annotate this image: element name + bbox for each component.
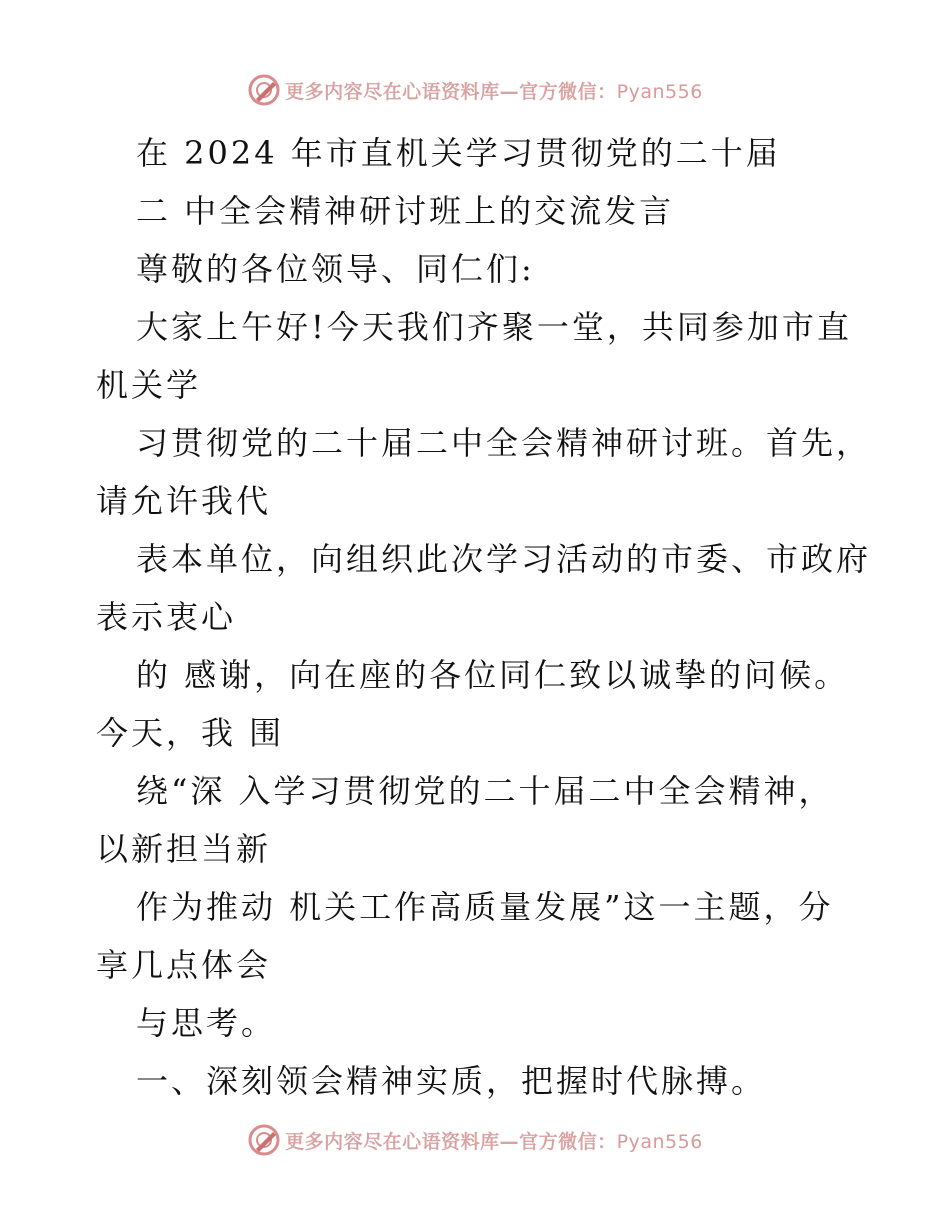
doc-paragraph-line: 与思考。 bbox=[136, 1004, 277, 1042]
doc-paragraph-line: 大家上午好!今天我们齐聚一堂，共同参加市直 bbox=[136, 308, 852, 346]
watermark-wechat-id: Pyan556 bbox=[616, 80, 703, 103]
doc-paragraph-line: 请允许我代 bbox=[96, 482, 272, 520]
doc-paragraph-line: 以新担当新 bbox=[96, 830, 272, 868]
watermark-text: 更多内容尽在心语资料库—官方微信：Pyan556 bbox=[285, 1130, 703, 1153]
watermark-logo-icon bbox=[247, 73, 281, 107]
doc-salutation: 尊敬的各位领导、同仁们: bbox=[136, 250, 535, 288]
watermark-header bbox=[0, 70, 950, 110]
watermark-text: 更多内容尽在心语资料库—官方微信：Pyan556 bbox=[285, 80, 703, 103]
doc-paragraph-line: 习贯彻党的二十届二中全会精神研讨班。首先， bbox=[136, 424, 872, 462]
doc-paragraph-line: 的 感谢，向在座的各位同仁致以诚挚的问候。 bbox=[136, 656, 850, 694]
doc-paragraph-line: 表本单位，向组织此次学习活动的市委、市政府 bbox=[136, 540, 872, 578]
doc-paragraph-line: 机关学 bbox=[96, 366, 202, 404]
doc-paragraph-line: 今天，我 围 bbox=[96, 714, 285, 752]
watermark-logo-icon bbox=[247, 1123, 281, 1157]
watermark-footer bbox=[0, 1120, 950, 1160]
document-body bbox=[96, 124, 896, 1110]
doc-section-heading: 一、深刻领会精神实质，把握时代脉搏。 bbox=[136, 1062, 767, 1100]
watermark-wechat-id: Pyan556 bbox=[616, 1130, 703, 1153]
doc-paragraph-line: 绕“深 入学习贯彻党的二十届二中全会精神， bbox=[136, 772, 834, 810]
doc-title-line-2: 二 中全会精神研讨班上的交流发言 bbox=[136, 192, 675, 230]
doc-paragraph-line: 作为推动 机关工作高质量发展”这一主题，分 bbox=[136, 888, 834, 926]
doc-paragraph-line: 享几点体会 bbox=[96, 946, 272, 984]
doc-title-line-1: 在 2024 年市直机关学习贯彻党的二十届 bbox=[136, 134, 781, 172]
doc-paragraph-line: 表示衷心 bbox=[96, 598, 237, 636]
